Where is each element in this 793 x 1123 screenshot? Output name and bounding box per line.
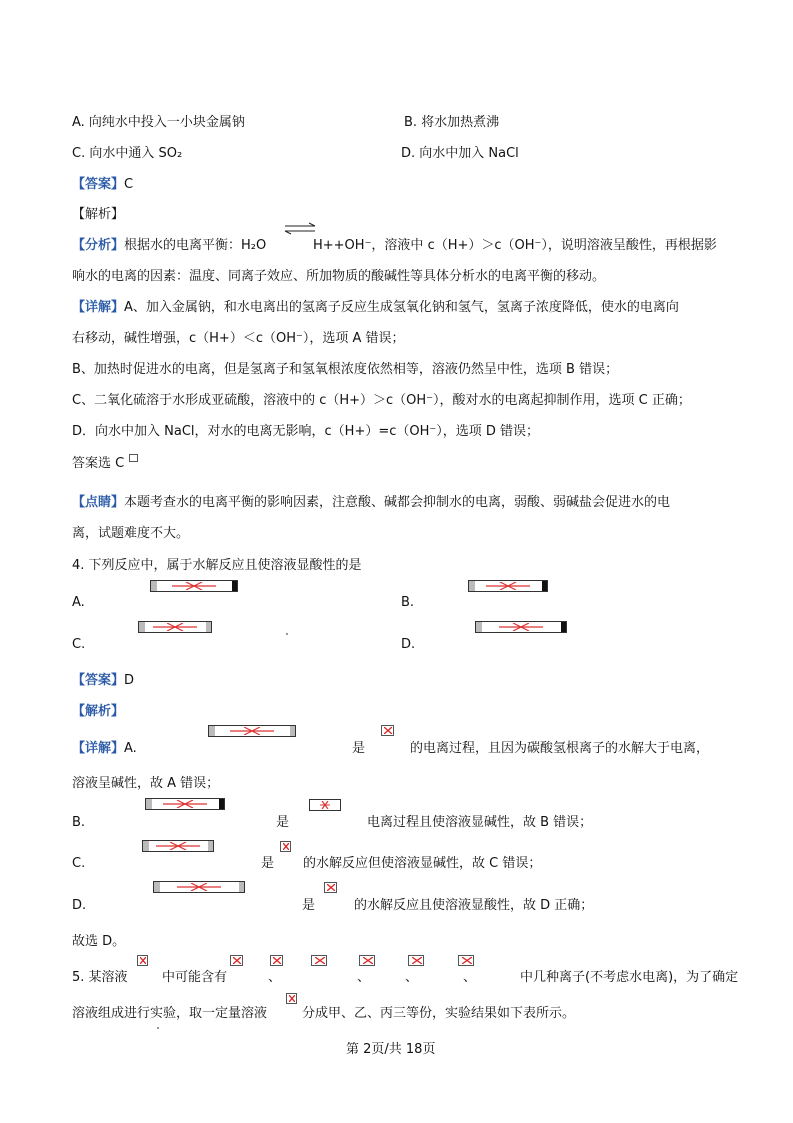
formula-image-detail-b — [145, 798, 225, 810]
answer-line — [72, 176, 133, 194]
xiangjie-tag: 【详解】 — [72, 300, 125, 315]
answer-value: C — [124, 177, 134, 192]
broken-formula-icon — [230, 727, 274, 735]
detail4-a-line — [72, 740, 137, 758]
q4-option-d-label: D. — [401, 637, 416, 652]
q4-option-b-label: B. — [401, 595, 415, 610]
detail4-c-label: C. — [72, 856, 86, 871]
fenxi-line-1 — [72, 237, 266, 255]
broken-image-icon — [408, 955, 424, 966]
fenxi-text-1b: H++OH⁻，溶液中 c（H+）＞c（OH⁻），说明溶液呈酸性，再根据影 — [313, 238, 717, 253]
detail-a-text-1: A、加入金属钠，和水电离出的氢离子反应生成氢氧化钠和氢气，氢离子浓度降低，使水的电离向 — [124, 300, 679, 315]
formula-image-q4-b — [468, 580, 548, 592]
q4-final: 故选 D。 — [72, 934, 126, 949]
q4-xiangjie-tag: 【详解】 — [72, 741, 125, 756]
broken-image-icon — [381, 725, 394, 736]
broken-image-icon — [359, 955, 375, 966]
detail4-a-label: A. — [124, 741, 137, 756]
broken-image-icon — [311, 955, 327, 966]
detail-a-text-2: 右移动，碱性增强，c（H+）＜c（OH⁻），选项 A 错误； — [72, 331, 405, 346]
q4-option-a-label: A. — [72, 595, 85, 610]
analysis-tag: 【解析】 — [72, 207, 125, 222]
q5-line1-a: 5. 某溶液 — [72, 970, 128, 985]
formula-image-detail-b-2 — [309, 799, 341, 811]
detail4-c-is: 是 — [261, 856, 275, 871]
formula-image-q4-a — [150, 580, 238, 592]
dianjing-text-2: 离，试题难度不大。 — [72, 526, 190, 541]
question-4-stem: 4. 下列反应中，属于水解反应且使溶液显酸性的是 — [72, 558, 362, 573]
q5-separator: 、 — [405, 970, 419, 985]
formula-image-detail-c — [142, 840, 214, 852]
answer-tag: 【答案】 — [72, 177, 125, 192]
stray-mark — [286, 633, 288, 635]
equilibrium-arrow-icon — [283, 222, 317, 236]
detail-d-text: D．向水中加入 NaCl，对水的电离无影响，c（H+）=c（OH⁻），选项 D 错误； — [72, 424, 540, 439]
q5-line1-c: 中几种离子(不考虑水电离)，为了确定 — [520, 970, 739, 985]
formula-image-q4-d — [475, 621, 567, 633]
option-b: B. 将水加热煮沸 — [404, 115, 500, 130]
broken-formula-icon — [153, 623, 197, 631]
detail4-b-label: B. — [72, 815, 86, 830]
broken-image-icon — [230, 955, 243, 966]
q5-line2-b: 分成甲、乙、丙三等份，实验结果如下表所示。 — [302, 1006, 576, 1021]
detail4-d-text: 的水解反应且使溶液显酸性，故 D 正确； — [354, 898, 594, 913]
broken-image-icon — [280, 841, 291, 852]
detail4-d-label: D. — [72, 898, 87, 913]
option-a: A. 向纯水中投入一小块金属钠 — [72, 115, 245, 130]
detail-a-line-1 — [72, 299, 679, 317]
broken-image-icon — [324, 882, 337, 893]
fenxi-text-1a: 根据水的电离平衡：H₂O — [124, 238, 267, 253]
broken-formula-icon — [172, 582, 216, 590]
formula-image-q4-c — [138, 621, 212, 633]
q5-separator: 、 — [463, 970, 477, 985]
q4-option-c-label: C. — [72, 637, 86, 652]
q5-line2-a: 溶液组成进行实验，取一定量溶液 — [72, 1006, 268, 1021]
detail4-b-text: 电离过程且使溶液显碱性，故 B 错误； — [367, 815, 593, 830]
option-c: C. 向水中通入 SO₂ — [72, 146, 183, 161]
q5-separator: 、 — [268, 970, 282, 985]
formula-image-detail-a — [208, 725, 296, 737]
detail4-a-text-2: 溶液呈碱性，故 A 错误； — [72, 776, 220, 791]
fenxi-tag: 【分析】 — [72, 238, 125, 253]
broken-image-icon — [137, 955, 148, 966]
dianjing-tag: 【点睛】 — [72, 495, 125, 510]
detail4-c-text: 的水解反应但使溶液显碱性，故 C 错误； — [303, 856, 542, 871]
broken-formula-icon — [156, 842, 200, 850]
broken-formula-icon — [486, 582, 530, 590]
fenxi-text-2: 响水的电离的因素：温度、同离子效应、所加物质的酸碱性等具体分析水的电离平衡的移动。 — [72, 269, 606, 284]
broken-formula-icon — [177, 883, 221, 891]
formula-image-detail-d — [153, 881, 245, 893]
q4-analysis-tag: 【解析】 — [72, 704, 125, 719]
option-d: D. 向水中加入 NaCl — [401, 146, 519, 161]
detail4-d-is: 是 — [302, 898, 316, 913]
detail-c-text: C、二氧化硫溶于水形成亚硫酸，溶液中的 c（H+）＞c（OH⁻），酸对水的电离起抑制作用，选项 C 正确； — [72, 393, 691, 408]
q5-separator: 、 — [357, 970, 371, 985]
q4-answer-line — [72, 672, 134, 690]
detail4-a-text: 的电离过程，且因为碳酸氢根离子的水解大于电离， — [410, 741, 710, 756]
dianjing-line-1 — [72, 494, 670, 512]
detail4-a-is: 是 — [352, 741, 366, 756]
detail4-b-is: 是 — [276, 815, 290, 830]
q4-answer-tag: 【答案】 — [72, 673, 125, 688]
broken-image-icon — [458, 955, 474, 966]
broken-image-icon — [286, 993, 297, 1004]
q4-answer-value: D — [124, 673, 135, 688]
stray-mark — [157, 1027, 159, 1029]
broken-image-icon — [129, 454, 138, 462]
page-footer: 第 2页/共 18页 — [346, 1042, 436, 1057]
broken-formula-icon — [163, 800, 207, 808]
broken-image-icon — [270, 955, 283, 966]
detail-b-text: B、加热时促进水的电离，但是氢离子和氢氧根浓度依然相等，溶液仍然呈中性，选项 B 错误； — [72, 362, 619, 377]
broken-formula-icon — [499, 623, 543, 631]
dianjing-text-1: 本题考查水的电离平衡的影响因素，注意酸、碱都会抑制水的电离，弱酸、弱碱盐会促进水的电 — [124, 495, 671, 510]
q5-line1-b: 中可能含有 — [162, 970, 228, 985]
final-answer: 答案选 C — [72, 456, 125, 471]
